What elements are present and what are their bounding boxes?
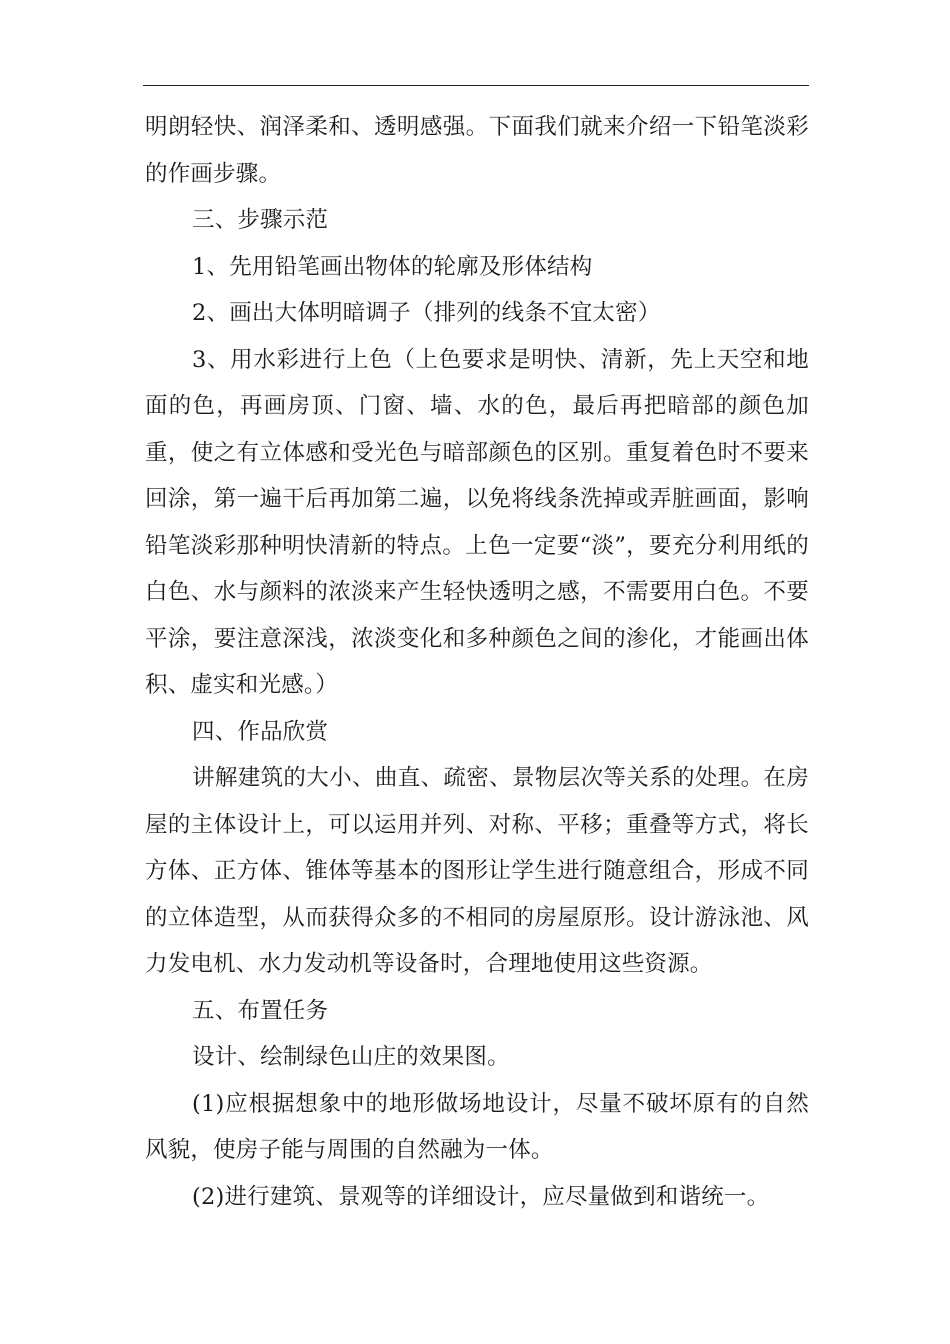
section-heading-steps: 三、步骤示范 [192, 207, 329, 233]
task-item-1: (1)应根据想象中的地形做场地设计，尽量不破坏原有的自然风貌，使房子能与周围的自然融为一体。 [145, 1090, 809, 1163]
document-body [145, 104, 809, 1220]
step-3: 3、用水彩进行上色（上色要求是明快、清新，先上天空和地面的色，再画房顶、门窗、墙、水的色，最后再把暗部的颜色加重，使之有立体感和受光色与暗部颜色的区别。重复着色时不要来回涂，第一遍干后再加第二遍，以免将线条洗掉或弄脏画面，影响铅笔淡彩那种明快清新的特点。上色一定要“淡”，要充分利用纸的白色、水与颜料的浓淡来产生轻快透明之感，不需要用白色。不要平涂，要注意深浅，浓淡变化和多种颜色之间的渗化，才能画出体积、虚实和光感。） [145, 346, 809, 698]
task-item-2: (2)进行建筑、景观等的详细设计，应尽量做到和谐统一。 [192, 1183, 770, 1210]
paragraph-task: 设计、绘制绿色山庄的效果图。 [192, 1044, 510, 1070]
paragraph-intro-continuation: 明朗轻快、润泽柔和、透明感强。下面我们就来介绍一下铅笔淡彩的作画步骤。 [145, 114, 809, 187]
step-1: 1、先用铅笔画出物体的轮廓及形体结构 [192, 253, 593, 280]
section-heading-task: 五、布置任务 [192, 997, 329, 1024]
header-rule [143, 85, 809, 86]
section-heading-appreciation: 四、作品欣赏 [192, 718, 329, 745]
step-2: 2、画出大体明暗调子（排列的线条不宜太密） [192, 300, 661, 326]
paragraph-appreciation: 讲解建筑的大小、曲直、疏密、景物层次等关系的处理。在房屋的主体设计上，可以运用并列、对称、平移；重叠等方式，将长方体、正方体、锥体等基本的图形让学生进行随意组合，形成不同的立体造型，从而获得众多的不相同的房屋原形。设计游泳池、风力发电机、水力发动机等设备时，合理地使用这些资源。 [145, 765, 809, 977]
